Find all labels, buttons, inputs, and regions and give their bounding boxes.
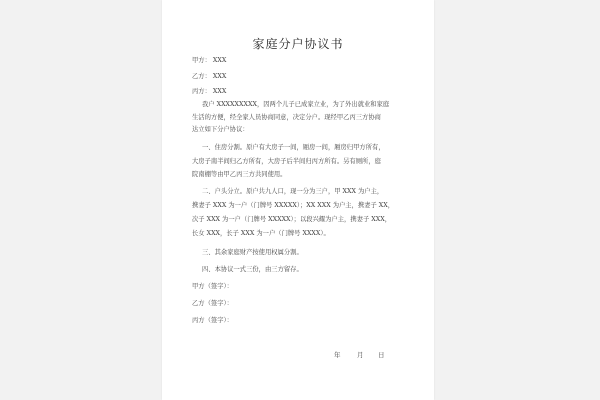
paragraph-intro-line-1: 我户 XXXXXXXXX，因两个儿子已成家立业，为了外出就业和家庭 (202, 101, 390, 108)
paragraph-property: 三、其余家庭财产按使用权属分割。 (202, 249, 303, 256)
party-c: 丙方： XXX (192, 88, 227, 95)
signature-party-c: 丙方（签字）： (192, 317, 233, 324)
paragraph-housing-line-2: 大房子南半间归乙方所有，大房子后半间归丙方所有。另有厕所，庭 (192, 158, 381, 165)
paragraph-housing-line-3: 院南棚等由甲乙丙三方共同使用。 (192, 171, 287, 178)
document-page (162, 0, 434, 400)
date-day: 日 (378, 351, 385, 359)
document-title: 家庭分户协议书 (252, 37, 344, 51)
signature-party-a: 甲方（签字）： (192, 283, 233, 290)
paragraph-intro-line-3: 达立如下分户协议： (192, 126, 249, 133)
paragraph-household-line-1: 二、户头分立。原户共九人口，现一分为三户，甲 XXX 为户主， (202, 188, 384, 195)
paragraph-household-line-4: 长女 XXX，长子 XXX 为一户（门牌号 XXXX）。 (192, 230, 330, 237)
paragraph-housing-line-1: 一、住房分割。原户有大房子一间，厢房一间，厢房归甲方所有， (202, 144, 385, 151)
party-b: 乙方： XXX (192, 73, 227, 80)
paragraph-household-line-3: 次子 XXX 为一户（门牌号 XXXXX）；以段兴耀为户主，携妻子 XXX， (192, 216, 391, 223)
signature-party-b: 乙方（签字）： (192, 300, 233, 307)
date-year: 年 (334, 351, 341, 359)
paragraph-intro-line-2: 生活的方便，经全家人员协商同意，决定分户。现经甲乙丙三方协商 (192, 114, 381, 121)
paragraph-copies: 四、本协议一式三份，由三方留存。 (202, 266, 303, 273)
date-month: 月 (357, 351, 364, 359)
party-a: 甲方： XXX (192, 57, 227, 64)
paragraph-household-line-2: 携妻子 XXX 为一户（门牌号 XXXXX）；XX XXX 为户主，携妻子 XX， (192, 202, 395, 209)
